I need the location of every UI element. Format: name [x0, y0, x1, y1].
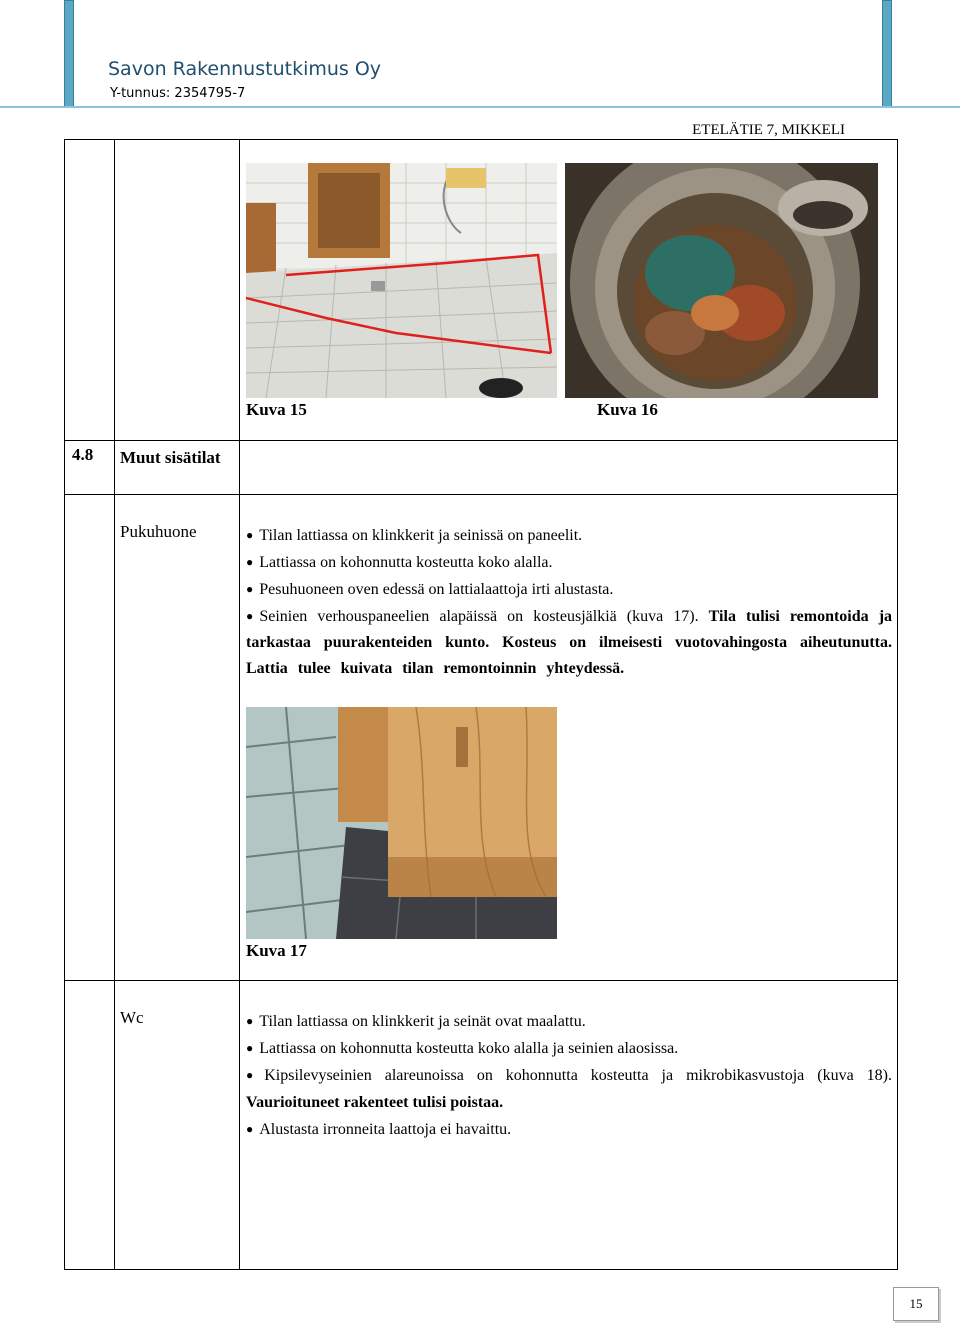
list-item: ● Lattiassa on kohonnutta kosteutta koko alalla.: [246, 554, 553, 571]
table-row-divider-1: [64, 440, 898, 441]
table-column-divider-2: [239, 139, 240, 1270]
room-name-pukuhuone: Pukuhuone: [120, 522, 197, 541]
section-number: 4.8: [72, 445, 94, 464]
caption-kuva-15: Kuva 15: [246, 400, 307, 419]
header-accent-bar-right: [882, 0, 892, 108]
recommendation-text: Vaurioituneet rakenteet tulisi poistaa.: [246, 1094, 504, 1111]
list-item: ● Kipsilevyseinien alareunoissa on kohonnutta kosteutta ja mikrobikasvustoja (kuva 18). Vaurioituneet rakenteet tulisi poistaa.: [246, 1067, 892, 1111]
photo-kuva-16: [565, 163, 878, 398]
recommendation-text: Tila tulisi remontoida ja tarkastaa puurakenteiden kunto. Kosteus on ilmeisesti vuotovahingosta aiheutunutta. Lattia tulee kuivata tilan remontoinnin yhteydessä.: [246, 608, 893, 677]
list-item: ● Lattiassa on kohonnutta kosteutta koko alalla ja seinien alaosissa.: [246, 1040, 679, 1057]
wc-findings: [246, 1008, 892, 1143]
list-item: ● Pesuhuoneen oven edessä on lattialaattoja irti alustasta.: [246, 581, 614, 598]
company-name: Savon Rakennustutkimus Oy: [108, 58, 382, 80]
section-title: Muut sisätilat: [120, 448, 221, 467]
header-accent-bar-left: [64, 0, 74, 108]
header-rule: [0, 106, 960, 108]
room-name-wc: Wc: [120, 1008, 144, 1027]
page-number: 15: [893, 1287, 939, 1321]
list-item: ● Seinien verhouspaneelien alapäissä on kosteusjälkiä (kuva 17). Tila tulisi remontoida ja tarkastaa puurakenteiden kunto. Kosteus on ilmeisesti vuotovahingosta aiheutunutta. Lattia tulee kuivata tilan remontoinnin yhteydessä.: [246, 608, 893, 677]
photo-kuva-17: [246, 707, 557, 939]
list-item: ● Alustasta irronneita laattoja ei havaittu.: [246, 1121, 512, 1138]
pukuhuone-findings: [246, 522, 892, 682]
caption-kuva-16: Kuva 16: [597, 400, 658, 419]
table-row-divider-2: [64, 494, 898, 495]
list-item: ● Tilan lattiassa on klinkkerit ja seinissä on paneelit.: [246, 527, 583, 544]
business-id: Y-tunnus: 2354795-7: [110, 86, 246, 101]
table-row-divider-3: [64, 980, 898, 981]
property-address: ETELÄTIE 7, MIKKELI: [692, 122, 845, 138]
table-column-divider-1: [114, 139, 115, 1270]
list-item: ● Tilan lattiassa on klinkkerit ja seinät ovat maalattu.: [246, 1013, 586, 1030]
caption-kuva-17: Kuva 17: [246, 941, 307, 960]
photo-kuva-15: [246, 163, 557, 398]
